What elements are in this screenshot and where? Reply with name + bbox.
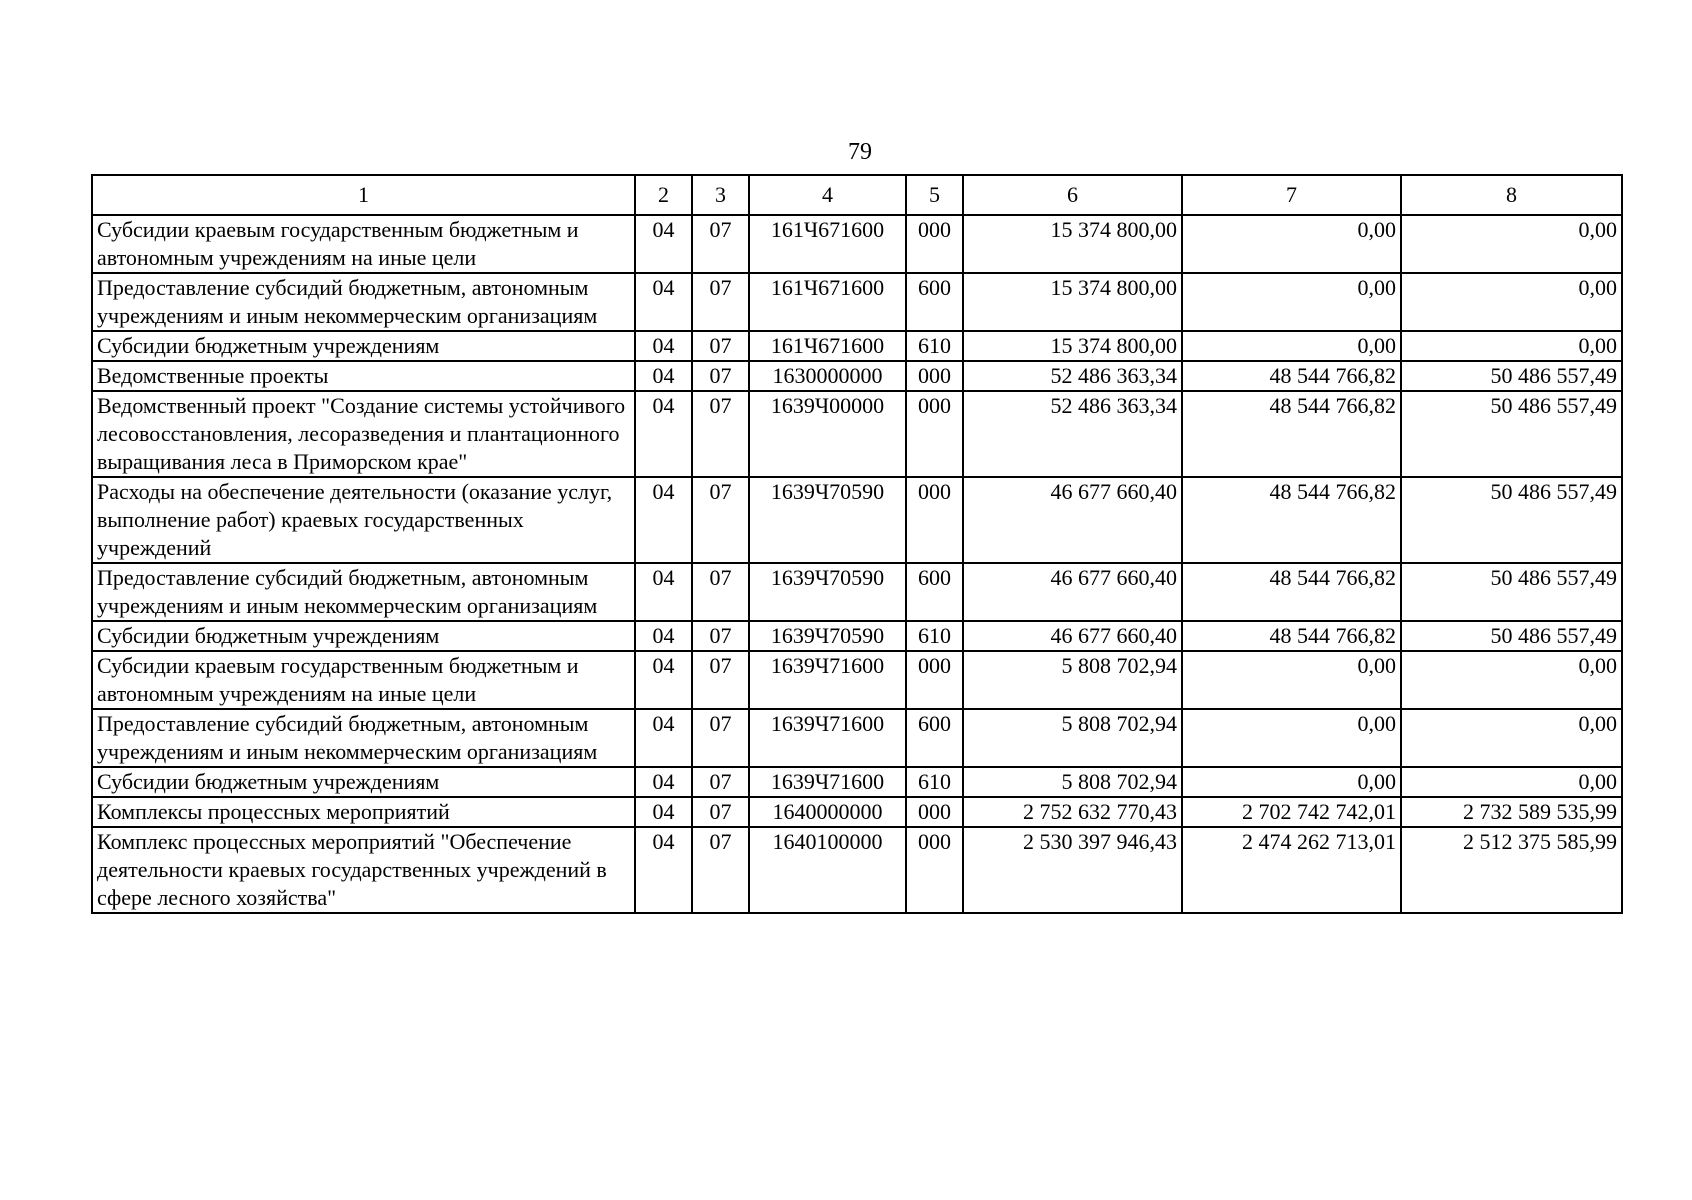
row-subsection-cell: 07 [692, 709, 749, 767]
row-amount-year1-cell: 46 677 660,40 [963, 621, 1182, 651]
table-row [92, 651, 1622, 709]
row-amount-year2-cell: 48 544 766,82 [1182, 361, 1401, 391]
row-amount-year3-cell: 0,00 [1401, 331, 1622, 361]
row-amount-year1-cell: 52 486 363,34 [963, 361, 1182, 391]
col-header-4: 4 [749, 175, 906, 215]
table-row [92, 709, 1622, 767]
row-amount-year2-cell: 2 702 742 742,01 [1182, 797, 1401, 827]
row-amount-year2-cell: 0,00 [1182, 215, 1401, 273]
row-expense-type-cell: 610 [906, 331, 963, 361]
row-target-article-cell: 161Ч671600 [749, 273, 906, 331]
row-section-cell: 04 [635, 797, 692, 827]
row-section-cell: 04 [635, 273, 692, 331]
row-amount-year3-cell: 50 486 557,49 [1401, 391, 1622, 477]
table-row [92, 273, 1622, 331]
row-amount-year2-cell: 0,00 [1182, 709, 1401, 767]
row-expense-type-cell: 000 [906, 361, 963, 391]
row-amount-year2-cell: 0,00 [1182, 651, 1401, 709]
row-target-article-cell: 1639Ч00000 [749, 391, 906, 477]
row-section-cell: 04 [635, 563, 692, 621]
table-row [92, 563, 1622, 621]
row-amount-year2-cell: 0,00 [1182, 767, 1401, 797]
row-section-cell: 04 [635, 767, 692, 797]
row-amount-year3-cell: 0,00 [1401, 767, 1622, 797]
row-subsection-cell: 07 [692, 563, 749, 621]
table-row [92, 477, 1622, 563]
row-subsection-cell: 07 [692, 827, 749, 913]
row-subsection-cell: 07 [692, 331, 749, 361]
row-name-cell: Комплексы процессных мероприятий [92, 797, 635, 827]
row-name-cell: Субсидии краевым государственным бюджетным и автономным учреждениям на иные цели [92, 215, 635, 273]
row-name-cell: Субсидии краевым государственным бюджетным и автономным учреждениям на иные цели [92, 651, 635, 709]
col-header-2: 2 [635, 175, 692, 215]
row-amount-year3-cell: 0,00 [1401, 215, 1622, 273]
row-target-article-cell: 1639Ч71600 [749, 651, 906, 709]
row-amount-year3-cell: 50 486 557,49 [1401, 621, 1622, 651]
row-name-cell: Предоставление субсидий бюджетным, автономным учреждениям и иным некоммерческим организациям [92, 273, 635, 331]
row-target-article-cell: 1639Ч70590 [749, 563, 906, 621]
col-header-3: 3 [692, 175, 749, 215]
row-name-cell: Предоставление субсидий бюджетным, автономным учреждениям и иным некоммерческим организациям [92, 563, 635, 621]
row-target-article-cell: 1639Ч70590 [749, 477, 906, 563]
row-subsection-cell: 07 [692, 391, 749, 477]
row-section-cell: 04 [635, 331, 692, 361]
row-target-article-cell: 1639Ч71600 [749, 709, 906, 767]
row-section-cell: 04 [635, 477, 692, 563]
row-amount-year1-cell: 46 677 660,40 [963, 477, 1182, 563]
row-section-cell: 04 [635, 391, 692, 477]
row-name-cell: Субсидии бюджетным учреждениям [92, 767, 635, 797]
row-expense-type-cell: 600 [906, 709, 963, 767]
row-amount-year1-cell: 2 530 397 946,43 [963, 827, 1182, 913]
row-expense-type-cell: 000 [906, 477, 963, 563]
row-amount-year3-cell: 0,00 [1401, 651, 1622, 709]
table-row [92, 361, 1622, 391]
row-amount-year3-cell: 2 732 589 535,99 [1401, 797, 1622, 827]
row-expense-type-cell: 000 [906, 391, 963, 477]
row-name-cell: Расходы на обеспечение деятельности (оказание услуг, выполнение работ) краевых государственных учреждений [92, 477, 635, 563]
row-amount-year1-cell: 46 677 660,40 [963, 563, 1182, 621]
table-row [92, 767, 1622, 797]
row-amount-year3-cell: 2 512 375 585,99 [1401, 827, 1622, 913]
row-expense-type-cell: 610 [906, 621, 963, 651]
col-header-6: 6 [963, 175, 1182, 215]
col-header-8: 8 [1401, 175, 1622, 215]
row-target-article-cell: 1639Ч70590 [749, 621, 906, 651]
row-amount-year2-cell: 48 544 766,82 [1182, 621, 1401, 651]
row-name-cell: Комплекс процессных мероприятий "Обеспечение деятельности краевых государственных учреждений в сфере лесного хозяйства" [92, 827, 635, 913]
row-expense-type-cell: 610 [906, 767, 963, 797]
row-subsection-cell: 07 [692, 361, 749, 391]
row-subsection-cell: 07 [692, 273, 749, 331]
row-target-article-cell: 1639Ч71600 [749, 767, 906, 797]
row-subsection-cell: 07 [692, 215, 749, 273]
col-header-5: 5 [906, 175, 963, 215]
row-section-cell: 04 [635, 621, 692, 651]
row-amount-year2-cell: 2 474 262 713,01 [1182, 827, 1401, 913]
row-amount-year1-cell: 5 808 702,94 [963, 651, 1182, 709]
row-subsection-cell: 07 [692, 767, 749, 797]
row-amount-year3-cell: 50 486 557,49 [1401, 563, 1622, 621]
row-amount-year2-cell: 0,00 [1182, 331, 1401, 361]
row-target-article-cell: 1630000000 [749, 361, 906, 391]
table-row [92, 621, 1622, 651]
row-amount-year2-cell: 48 544 766,82 [1182, 391, 1401, 477]
row-amount-year3-cell: 0,00 [1401, 709, 1622, 767]
row-expense-type-cell: 000 [906, 827, 963, 913]
row-amount-year1-cell: 5 808 702,94 [963, 767, 1182, 797]
table-row [92, 215, 1622, 273]
row-amount-year1-cell: 15 374 800,00 [963, 215, 1182, 273]
table-row [92, 391, 1622, 477]
row-amount-year1-cell: 5 808 702,94 [963, 709, 1182, 767]
row-section-cell: 04 [635, 361, 692, 391]
row-section-cell: 04 [635, 215, 692, 273]
row-subsection-cell: 07 [692, 797, 749, 827]
row-amount-year2-cell: 0,00 [1182, 273, 1401, 331]
row-expense-type-cell: 600 [906, 273, 963, 331]
row-target-article-cell: 1640000000 [749, 797, 906, 827]
row-subsection-cell: 07 [692, 621, 749, 651]
row-name-cell: Субсидии бюджетным учреждениям [92, 621, 635, 651]
row-target-article-cell: 1640100000 [749, 827, 906, 913]
col-header-7: 7 [1182, 175, 1401, 215]
row-name-cell: Ведомственные проекты [92, 361, 635, 391]
row-amount-year1-cell: 15 374 800,00 [963, 331, 1182, 361]
row-section-cell: 04 [635, 651, 692, 709]
row-target-article-cell: 161Ч671600 [749, 331, 906, 361]
row-amount-year1-cell: 2 752 632 770,43 [963, 797, 1182, 827]
row-expense-type-cell: 600 [906, 563, 963, 621]
row-section-cell: 04 [635, 827, 692, 913]
row-subsection-cell: 07 [692, 651, 749, 709]
row-section-cell: 04 [635, 709, 692, 767]
header-row [92, 175, 1622, 215]
table-row [92, 827, 1622, 913]
row-target-article-cell: 161Ч671600 [749, 215, 906, 273]
row-amount-year3-cell: 50 486 557,49 [1401, 361, 1622, 391]
row-subsection-cell: 07 [692, 477, 749, 563]
row-amount-year1-cell: 15 374 800,00 [963, 273, 1182, 331]
col-header-1: 1 [92, 175, 635, 215]
row-expense-type-cell: 000 [906, 651, 963, 709]
row-name-cell: Ведомственный проект "Создание системы устойчивого лесовосстановления, лесоразведения и плантационного выращивания леса в Приморском крае" [92, 391, 635, 477]
row-amount-year3-cell: 50 486 557,49 [1401, 477, 1622, 563]
row-name-cell: Субсидии бюджетным учреждениям [92, 331, 635, 361]
budget-table [91, 174, 1623, 914]
row-amount-year2-cell: 48 544 766,82 [1182, 563, 1401, 621]
page-number: 79 [848, 139, 872, 165]
row-expense-type-cell: 000 [906, 797, 963, 827]
row-amount-year3-cell: 0,00 [1401, 273, 1622, 331]
table-row [92, 331, 1622, 361]
table-row [92, 797, 1622, 827]
row-expense-type-cell: 000 [906, 215, 963, 273]
row-amount-year2-cell: 48 544 766,82 [1182, 477, 1401, 563]
row-name-cell: Предоставление субсидий бюджетным, автономным учреждениям и иным некоммерческим организациям [92, 709, 635, 767]
row-amount-year1-cell: 52 486 363,34 [963, 391, 1182, 477]
